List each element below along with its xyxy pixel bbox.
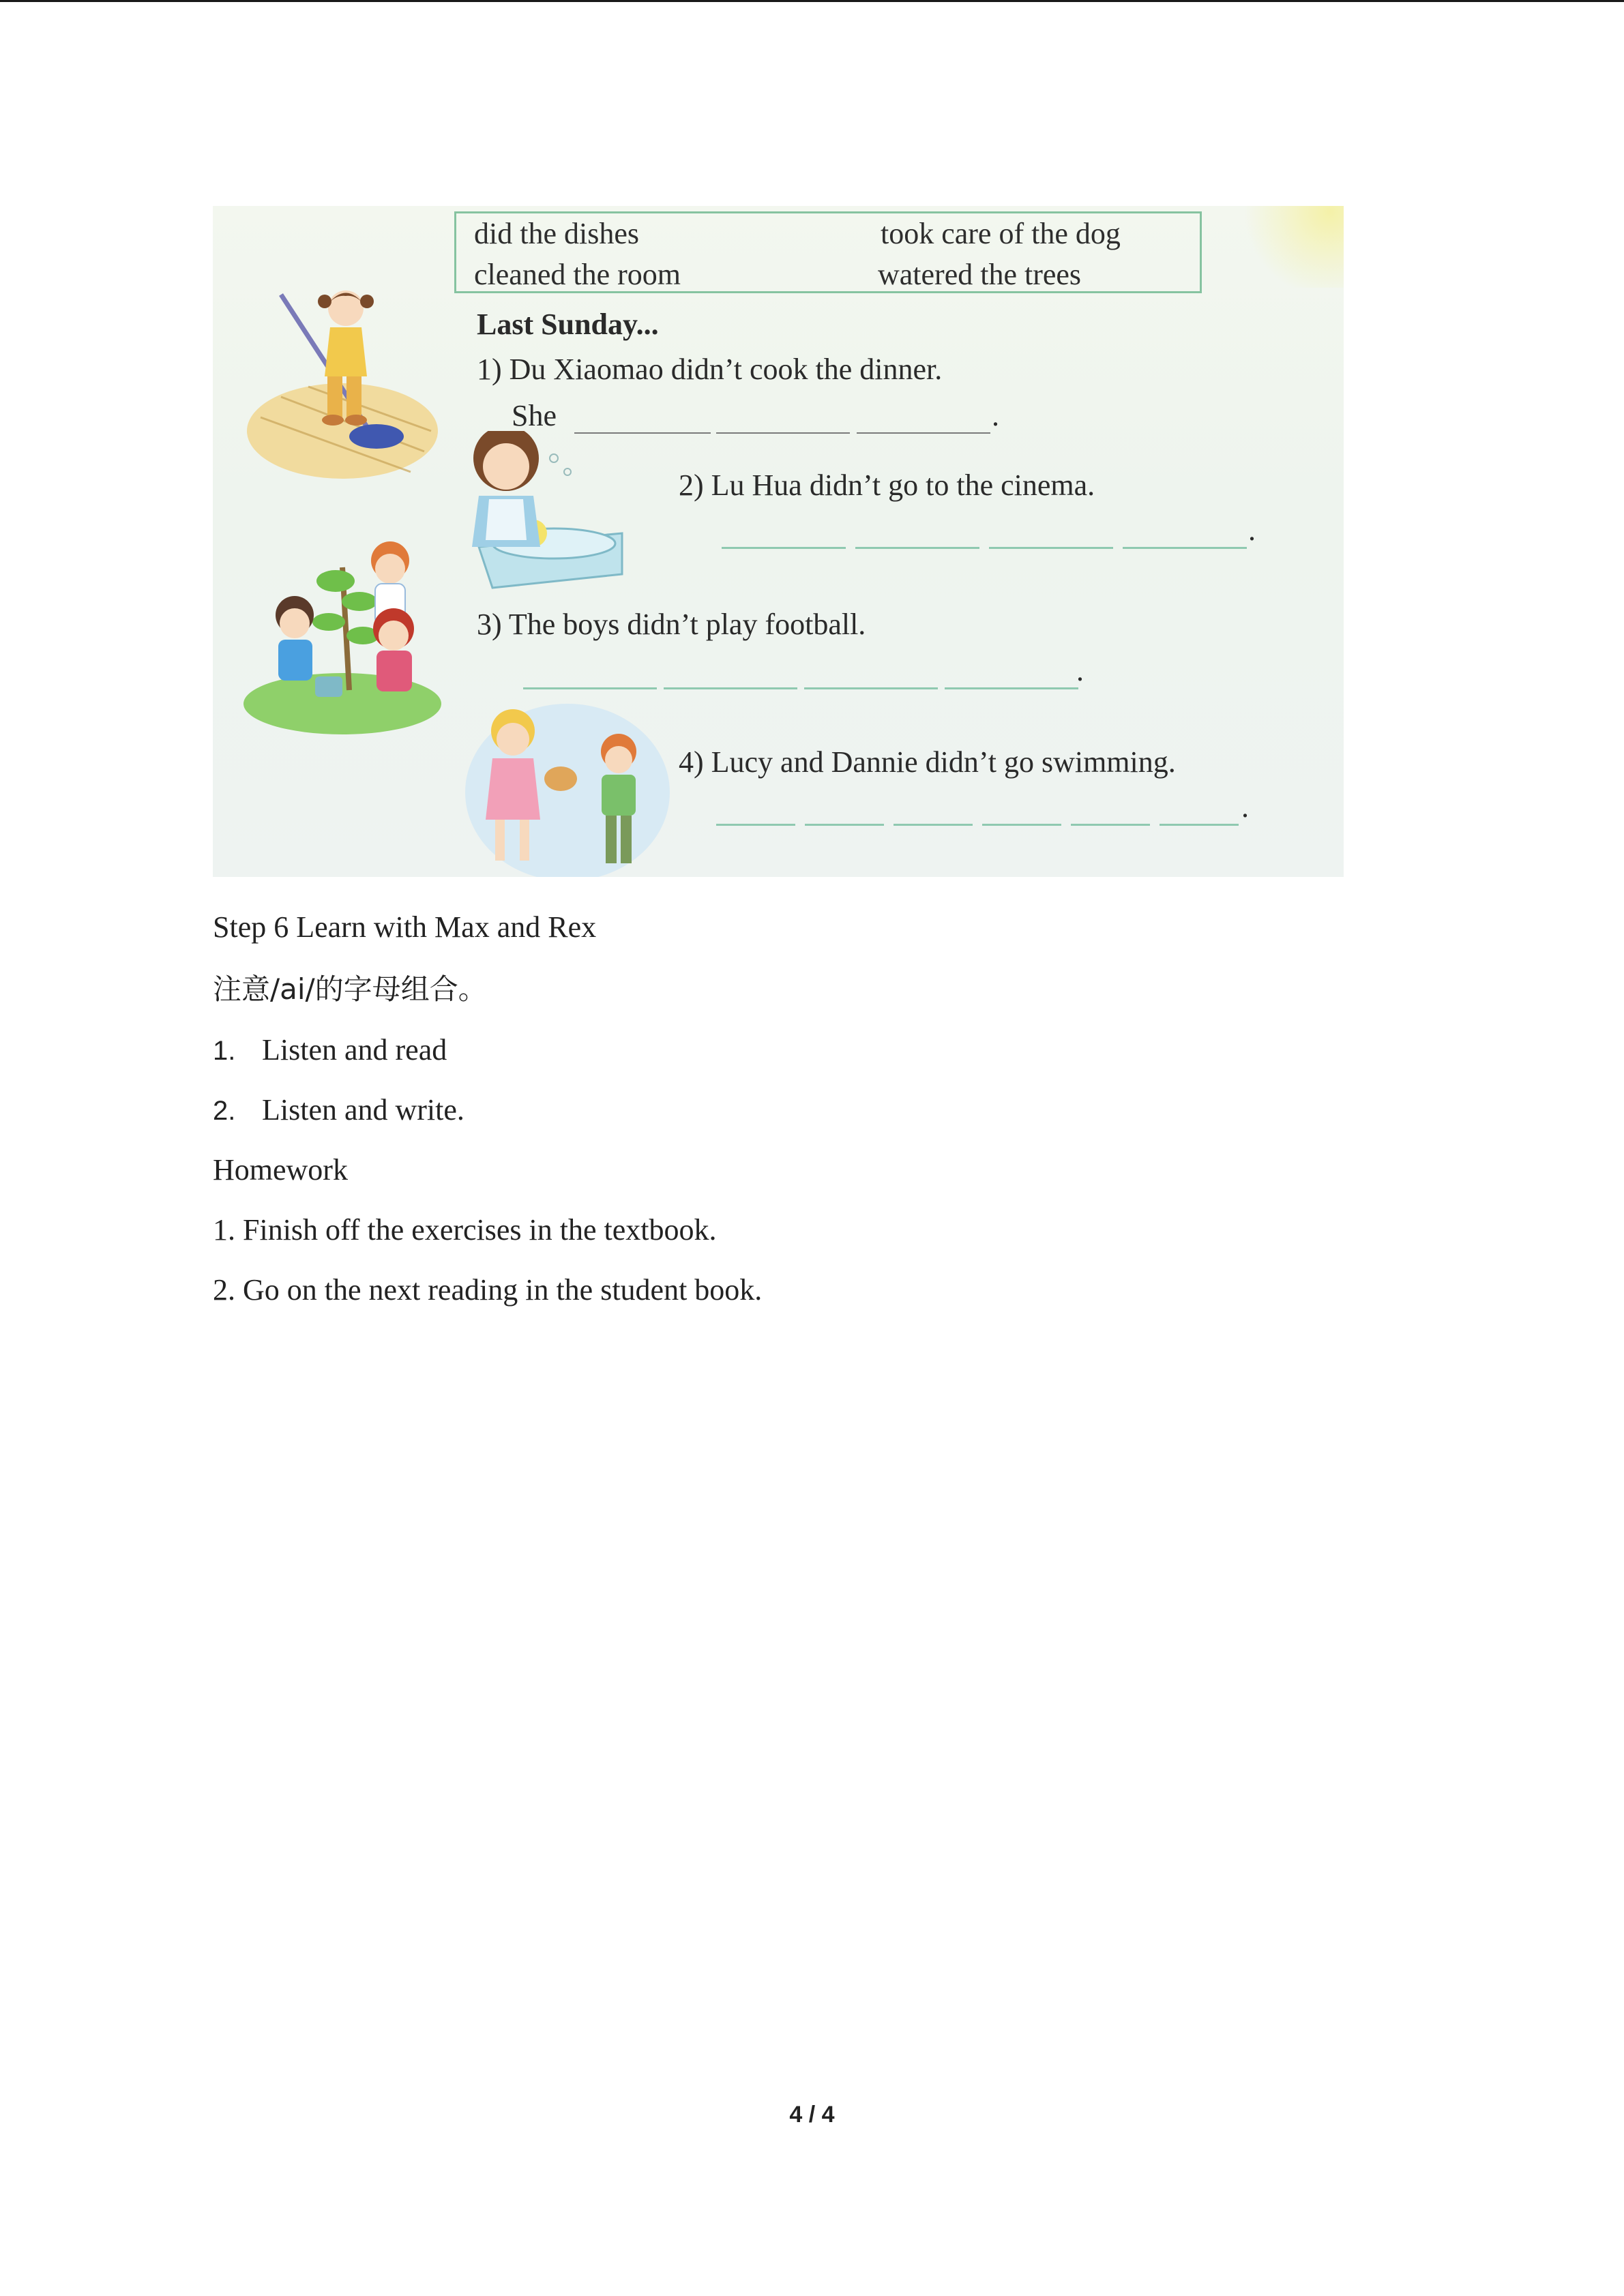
answer-blank [989,547,1113,549]
step6-heading: Step 6 Learn with Max and Rex [213,910,597,944]
homework-item: 1. Finish off the exercises in the textbook. [213,1213,717,1247]
word-bank-item: took care of the dog [881,217,1121,250]
list-item [213,1032,447,1067]
answer-blank [804,687,938,689]
answer-blank [894,824,973,826]
question-1-start: She [512,399,557,432]
answer-blank [857,432,990,434]
question-4: 4) Lucy and Dannie didn’t go swimming. [679,745,1176,779]
homework-item: 2. Go on the next reading in the student book. [213,1273,763,1307]
list-text: Listen and read [262,1033,447,1067]
word-bank-item: cleaned the room [474,258,681,291]
phonics-note: 注意/ai/的字母组合。 [213,972,487,1006]
answer-blank [805,824,884,826]
homework-heading: Homework [213,1153,348,1187]
answer-blank [523,687,657,689]
period: . [1241,790,1249,824]
answer-blank [722,547,846,549]
children-watering-trees-illustration [240,540,445,738]
period: . [1076,654,1084,687]
word-bank-item: watered the trees [878,258,1082,291]
period: . [1248,513,1256,547]
girl-mopping-illustration [240,274,438,479]
answer-blank [1123,547,1247,549]
answer-blank [1160,824,1239,826]
list-text: Listen and write. [262,1093,464,1127]
list-item [213,1092,464,1127]
exercise-heading: Last Sunday... [477,308,659,341]
answer-blank [945,687,1078,689]
lucy-dannie-dog-illustration [465,704,670,877]
period: . [992,399,999,432]
word-bank-box [454,211,1202,293]
girl-dishes-illustration [452,431,636,595]
sun-glow [1235,206,1344,288]
answer-blank [1071,824,1150,826]
answer-blank [716,824,795,826]
page-number: 4 / 4 [789,2102,835,2128]
answer-blank [982,824,1061,826]
answer-blank [855,547,979,549]
word-bank-item: did the dishes [474,217,639,250]
question-2: 2) Lu Hua didn’t go to the cinema. [679,468,1095,502]
answer-blank [664,687,797,689]
answer-blank [716,432,850,434]
list-number: 2. [213,1096,236,1126]
question-3: 3) The boys didn’t play football. [477,608,866,641]
exercise-image [213,206,1344,877]
list-number: 1. [213,1036,236,1066]
page-top-rule [0,0,1624,2]
question-1: 1) Du Xiaomao didn’t cook the dinner. [477,353,943,386]
